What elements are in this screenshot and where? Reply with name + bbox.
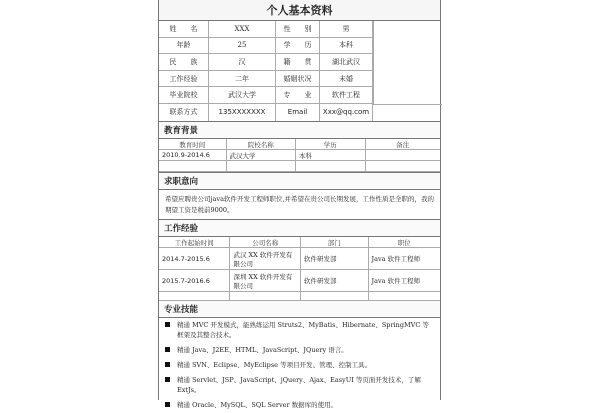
info-value: 武汉大学 <box>209 87 276 103</box>
bullet-icon <box>165 400 177 410</box>
table-header-cell: 教育时间 <box>159 139 227 149</box>
square-bullet-icon <box>165 347 170 352</box>
table-header-cell: 学历 <box>296 139 366 149</box>
intent-heading: 求职意向 <box>159 172 440 190</box>
resume-sheet <box>158 0 441 409</box>
table-header-cell: 职位 <box>397 238 411 247</box>
table-row <box>159 270 440 292</box>
table-cell: Java 软件工程师 <box>371 277 421 285</box>
table-cell <box>366 161 440 171</box>
bullet-icon <box>165 345 177 355</box>
table-header-cell: 院校名称 <box>227 139 297 149</box>
bullet-icon <box>165 320 177 340</box>
info-value: 135XXXXXXX <box>209 104 276 121</box>
skill-item <box>159 373 440 398</box>
square-bullet-icon <box>165 402 170 407</box>
info-row <box>159 54 373 71</box>
skill-text: 精通 Oracle、MySQL、SQL Server 数据库的使用。 <box>177 401 338 409</box>
square-bullet-icon <box>165 377 170 382</box>
info-value: 汉 <box>209 54 276 70</box>
info-label: 姓 名 <box>159 21 209 37</box>
info-row <box>159 104 373 121</box>
info-value: 25 <box>209 38 276 54</box>
table-cell <box>296 161 366 171</box>
photo-box <box>373 21 442 105</box>
table-cell <box>366 150 440 160</box>
work-table <box>159 237 440 301</box>
skills-heading: 专业技能 <box>159 301 440 318</box>
skill-item <box>159 318 440 343</box>
education-heading: 教育背景 <box>159 122 440 139</box>
table-cell: 本科 <box>296 150 366 160</box>
info-label: 学 历 <box>276 38 320 54</box>
table-header-cell: 部门 <box>301 237 369 247</box>
info-value: 二年 <box>209 71 276 87</box>
skill-text: 精通 Java、J2EE、HTML、JavaScript、JQuery 语言。 <box>177 346 348 354</box>
info-value: 未婚 <box>320 71 373 87</box>
skill-text: 精通 SVN、Eclipse、MyEclipse 等项目开发、管理、控制工具。 <box>177 361 372 369</box>
info-label: 年龄 <box>159 38 209 54</box>
table-cell: 深圳 XX 软件开发有限公司 <box>230 270 301 291</box>
table-header-row <box>159 237 440 248</box>
skill-text: 精通 Servlet、JSP、JavaScript、jQuery、Ajax、EasyUI 等页面开发技术，了解ExtJs。 <box>177 376 421 394</box>
table-row <box>159 292 440 301</box>
square-bullet-icon <box>165 362 170 367</box>
work-heading: 工作经验 <box>159 220 440 237</box>
table-cell: 2014.7-2015.6 <box>159 248 230 269</box>
info-label: 民 族 <box>159 54 209 70</box>
table-cell: 2010.9-2014.6 <box>159 150 227 160</box>
table-cell <box>159 292 230 300</box>
info-label: 专 业 <box>276 87 320 103</box>
info-value: 软件工程 <box>320 87 373 103</box>
info-value: 湖北武汉 <box>320 54 373 70</box>
table-cell <box>301 292 369 300</box>
table-cell: 软件研发部 <box>301 270 369 291</box>
table-cell <box>159 161 227 171</box>
info-label: 工作经验 <box>159 71 209 87</box>
table-row <box>159 161 440 172</box>
bullet-icon <box>165 375 177 395</box>
skills-list <box>159 318 440 413</box>
personal-info-table <box>159 21 373 121</box>
skill-text: 精通 MVC 开发模式，能熟练运用 Struts2、MyBatis、Hibernate、SpringMVC 等框架及其整合技术。 <box>177 321 429 339</box>
info-row <box>159 87 373 104</box>
table-cell: 武汉大学 <box>227 150 297 160</box>
square-bullet-icon <box>165 322 170 327</box>
info-value: Xxx@qq.com <box>320 104 373 121</box>
info-row <box>159 38 373 55</box>
table-cell <box>230 292 301 300</box>
info-value: 男 <box>320 21 373 37</box>
table-header-row <box>159 139 440 150</box>
info-label: 联系方式 <box>159 104 209 121</box>
skill-item <box>159 343 440 358</box>
table-header-cell: 公司名称 <box>230 237 301 247</box>
info-label: Email <box>276 104 320 121</box>
personal-info <box>159 21 440 122</box>
table-cell: 软件研发部 <box>301 248 369 269</box>
resume-title: 个人基本资料 <box>159 0 440 21</box>
info-label: 婚姻状况 <box>276 71 320 87</box>
info-row <box>159 71 373 88</box>
skill-item <box>159 358 440 373</box>
info-label: 籍 贯 <box>276 54 320 70</box>
info-value: XXX <box>209 21 276 37</box>
table-cell: 2015.7-2016.6 <box>159 270 230 291</box>
info-value: 本科 <box>320 38 373 54</box>
skill-item <box>159 398 440 413</box>
table-header-cell: 备注 <box>396 140 410 149</box>
table-cell: 武汉 XX 软件开发有限公司 <box>230 248 301 269</box>
info-row <box>159 21 373 38</box>
table-cell <box>227 161 297 171</box>
bullet-icon <box>165 360 177 370</box>
info-label: 性 别 <box>276 21 320 37</box>
intent-text: 希望应聘贵公司java软件开发工程师职位,并希望在贵公司长期发展，工作性质是全职的，我的期望工资是税前9000。 <box>159 190 440 220</box>
table-cell: Java 软件工程师 <box>371 255 421 263</box>
table-header-cell: 工作起始时间 <box>159 237 230 247</box>
table-row <box>159 150 440 161</box>
info-label: 毕业院校 <box>159 87 209 103</box>
table-cell <box>369 292 440 300</box>
education-table <box>159 139 440 172</box>
table-row <box>159 248 440 270</box>
